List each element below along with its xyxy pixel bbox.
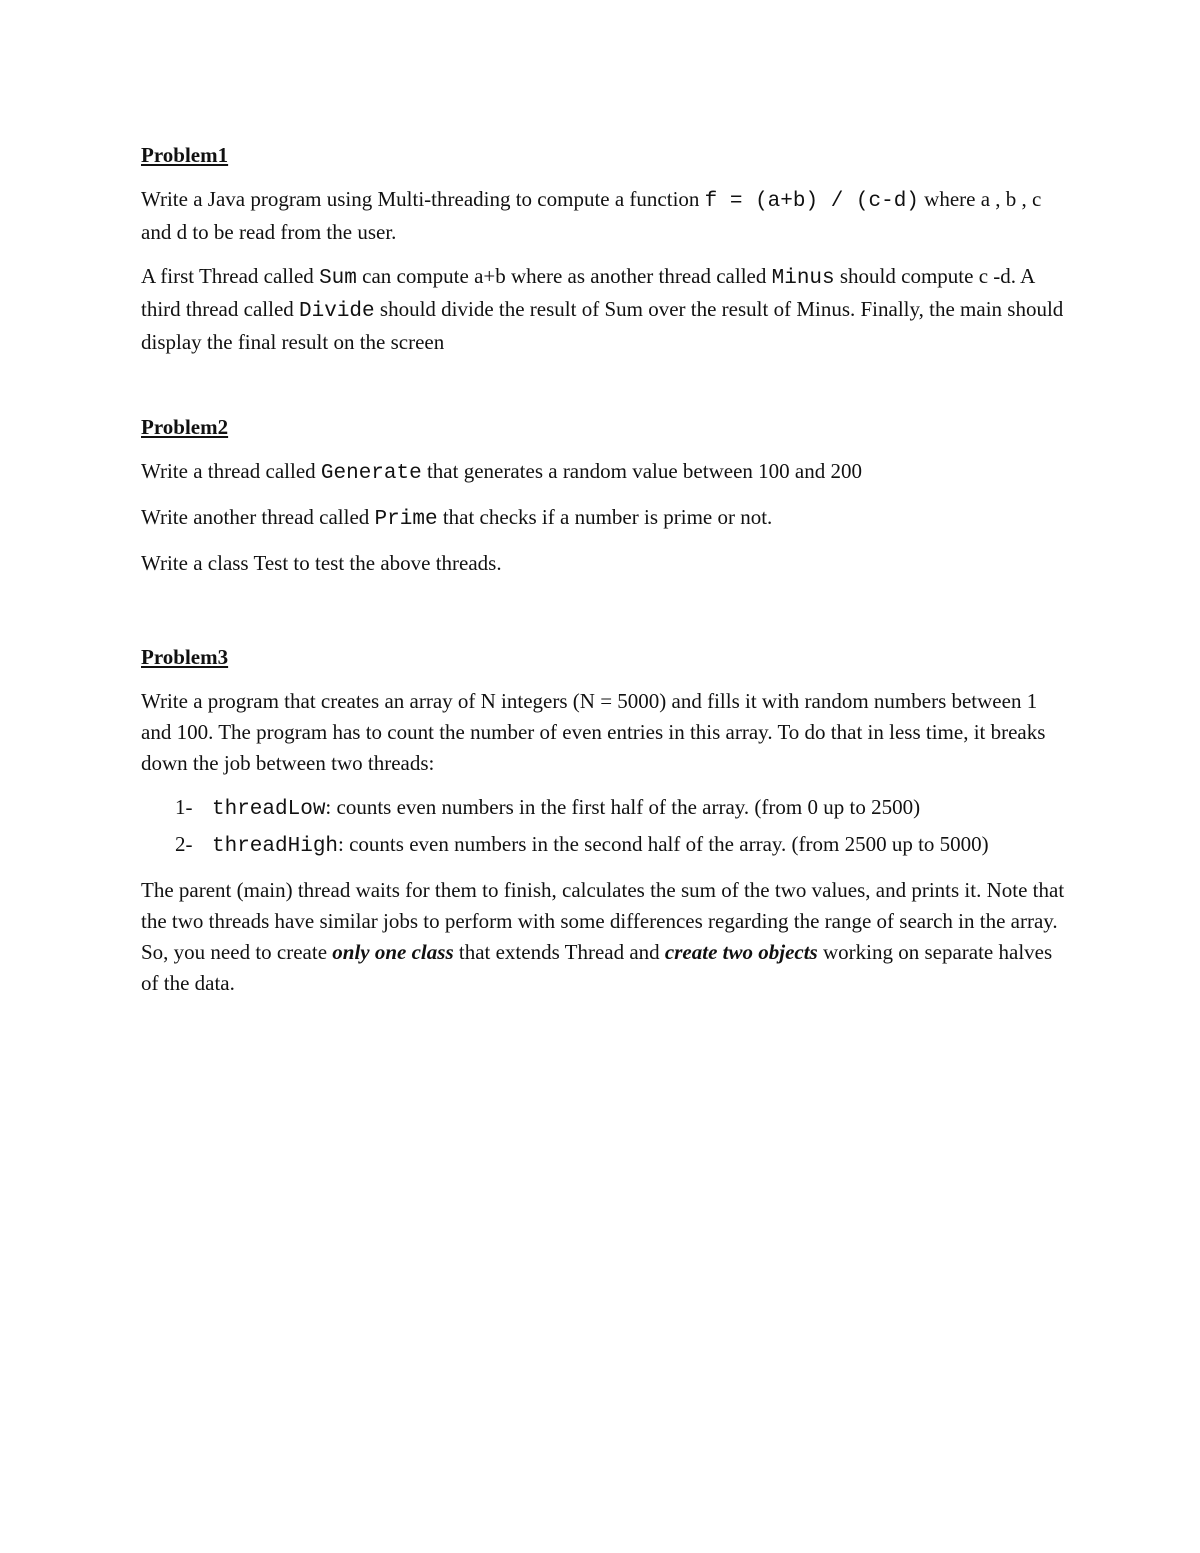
problem2-text: that generates a random value between 100 and 200 <box>421 459 862 483</box>
problem2-heading: Problem2 <box>141 415 229 439</box>
emphasis-create-two-objects: create two objects <box>664 940 818 964</box>
list-item-text: : counts even numbers in the second half of the array. (from 2500 up to 5000) <box>338 832 989 856</box>
thread-list <box>141 792 1066 862</box>
problem2-paragraph1 <box>141 456 1066 489</box>
list-number: 1- <box>175 795 193 819</box>
emphasis-only-one-class: only one class <box>332 940 454 964</box>
function-code: f = (a+b) / (c-d) <box>704 190 919 213</box>
problem2-text: Write a thread called <box>141 459 321 483</box>
problem1-paragraph2 <box>141 261 1066 358</box>
list-item <box>141 829 1066 862</box>
problem3-heading: Problem3 <box>141 645 229 669</box>
problem1-text: should compute c -d. A third thread called <box>141 264 1035 321</box>
problem3-text: The parent (main) thread waits for them to finish, calculates the sum of the two values, and prints it. Note that the two threads have similar jobs to perform with some differences regarding the range of search in the array. So, you need to create <box>141 878 1065 964</box>
problem2-section <box>141 412 1066 592</box>
thread-low-code: threadLow <box>212 798 326 821</box>
problem2-paragraph3: Write a class Test to test the above threads. <box>141 551 502 575</box>
list-item <box>141 792 1066 825</box>
divide-code: Divide <box>299 300 375 323</box>
problem3-text: working on separate halves of the data. <box>141 940 1053 995</box>
problem3-section <box>141 642 1066 1012</box>
thread-high-code: threadHigh <box>212 835 339 858</box>
problem3-text: that extends Thread and <box>453 940 665 964</box>
minus-code: Minus <box>771 267 835 290</box>
problem3-paragraph2 <box>141 875 1066 999</box>
problem2-text: that checks if a number is prime or not. <box>437 505 773 529</box>
problem2-paragraph2 <box>141 502 1066 535</box>
problem1-text: should divide the result of Sum over the result of Minus. Finally, the main should display the final result on the screen <box>141 297 1064 354</box>
problem1-text: can compute a+b where as another thread called <box>356 264 772 288</box>
problem1-section <box>141 140 1066 371</box>
problem1-heading: Problem1 <box>141 143 229 167</box>
problem1-text: where a , b , c and d to be read from the user. <box>141 187 1042 244</box>
generate-code: Generate <box>320 462 422 485</box>
sum-code: Sum <box>319 267 357 290</box>
problem1-text: Write a Java program using Multi-threading to compute a function <box>141 187 705 211</box>
list-number: 2- <box>175 832 193 856</box>
problem1-text: A first Thread called <box>141 264 320 288</box>
problem2-text: Write another thread called <box>141 505 375 529</box>
problem3-paragraph1: Write a program that creates an array of N integers (N = 5000) and fills it with random numbers between 1 and 100. The program has to count the number of even entries in this array. To do that in less time, it breaks down the job between two threads: <box>141 689 1046 775</box>
problem1-paragraph1 <box>141 184 1066 248</box>
list-item-text: : counts even numbers in the first half of the array. (from 0 up to 2500) <box>325 795 921 819</box>
prime-code: Prime <box>374 508 438 531</box>
